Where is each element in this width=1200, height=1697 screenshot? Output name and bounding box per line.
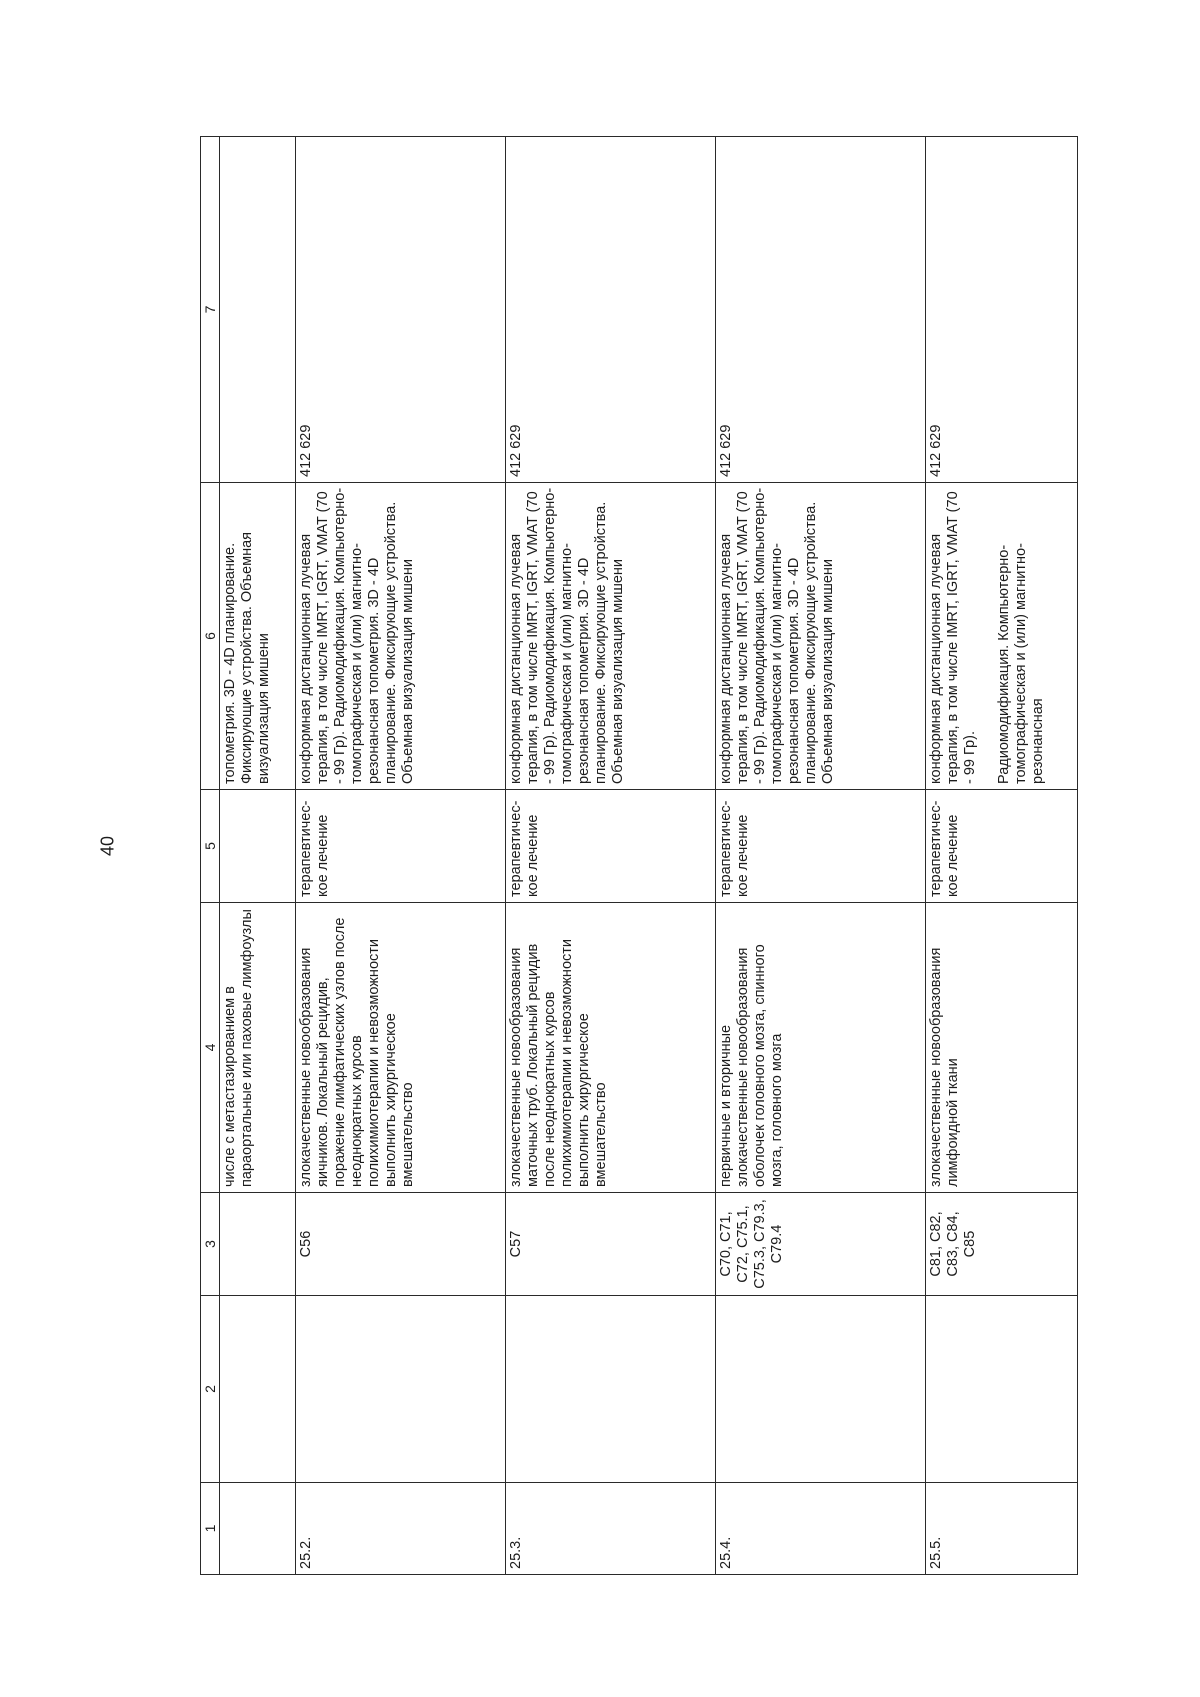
cost-cell: 412 629 bbox=[506, 137, 716, 483]
header-cell: 6 bbox=[201, 483, 220, 790]
treatment-method-cell bbox=[926, 483, 1078, 790]
profile-cell bbox=[296, 1296, 506, 1483]
table-row bbox=[220, 137, 296, 1575]
table-row bbox=[296, 137, 506, 1575]
profile-cell bbox=[716, 1296, 926, 1483]
treatment-method-cell: конформная дистанционная лучевая терапия, в том числе IMRT, IGRT, VMAT (70 - 99 Гр). Радиомодификация. Компьютерно-томографическая и (или) магнитно-резонансная топометрия. 3D - 4D планирование. Фиксирующие устройства. Объемная визуализация мишени bbox=[716, 483, 926, 790]
header-cell: 4 bbox=[201, 903, 220, 1193]
header-cell: 5 bbox=[201, 790, 220, 903]
icd-code-cell: C56 bbox=[296, 1193, 506, 1296]
icd-code-cell: C70, C71, C72, C75.1, C75.3, C79.3, C79.4 bbox=[716, 1193, 926, 1296]
diagnosis-cell: злокачественные новообразования яичников. Локальный рецидив, поражение лимфатических узлов после неоднократных курсов полихимиотерапии и невозможности выполнить хирургическое вмешательство bbox=[296, 903, 506, 1193]
table-row bbox=[716, 137, 926, 1575]
rotated-table-container bbox=[200, 137, 1076, 1575]
row-number: 25.2. bbox=[296, 1483, 506, 1575]
icd-code-cell bbox=[220, 1193, 296, 1296]
header-cell: 7 bbox=[201, 137, 220, 483]
treatment-type-cell: терапевтичес-кое лечение bbox=[926, 790, 1078, 903]
treatment-type-cell: терапевтичес-кое лечение bbox=[716, 790, 926, 903]
row-number: 25.5. bbox=[926, 1483, 1078, 1575]
profile-cell bbox=[220, 1296, 296, 1483]
treatment-method-part: Радиомодификация. Компьютерно-томографическая и (или) магнитно-резонансная bbox=[996, 543, 1046, 784]
header-cell: 2 bbox=[201, 1296, 220, 1483]
diagnosis-cell: первичные и вторичные злокачественные новообразования оболочек головного мозга, спинного мозга, головного мозга bbox=[716, 903, 926, 1193]
treatment-method-part: конформная дистанционная лучевая терапия, в том числе IMRT, IGRT, VMAT (70 - 99 Гр). bbox=[928, 491, 978, 784]
cost-cell: 412 629 bbox=[716, 137, 926, 483]
cost-cell bbox=[220, 137, 296, 483]
header-cell: 3 bbox=[201, 1193, 220, 1296]
treatment-method-cell: конформная дистанционная лучевая терапия, в том числе IMRT, IGRT, VMAT (70 - 99 Гр). Радиомодификация. Компьютерно-томографическая и (или) магнитно-резонансная топометрия. 3D - 4D планирование. Фиксирующие устройства. Объемная визуализация мишени bbox=[506, 483, 716, 790]
header-cell: 1 bbox=[201, 1483, 220, 1575]
diagnosis-cell: числе с метастазированием в параортальные или паховые лимфоузлы bbox=[220, 903, 296, 1193]
table-row bbox=[506, 137, 716, 1575]
row-number: 25.4. bbox=[716, 1483, 926, 1575]
treatment-table bbox=[200, 136, 1078, 1575]
row-number bbox=[220, 1483, 296, 1575]
paragraph-gap bbox=[979, 486, 996, 784]
row-number: 25.3. bbox=[506, 1483, 716, 1575]
icd-code-cell: C57 bbox=[506, 1193, 716, 1296]
diagnosis-cell: злокачественные новообразования лимфоидной ткани bbox=[926, 903, 1078, 1193]
treatment-method-cell: топометрия. 3D - 4D планирование. Фиксирующие устройства. Объемная визуализация мишени bbox=[220, 483, 296, 790]
profile-cell bbox=[926, 1296, 1078, 1483]
page-number: 40 bbox=[97, 835, 118, 857]
treatment-type-cell: терапевтичес-кое лечение bbox=[506, 790, 716, 903]
treatment-method-cell: конформная дистанционная лучевая терапия, в том числе IMRT, IGRT, VMAT (70 - 99 Гр). Радиомодификация. Компьютерно-томографическая и (или) магнитно-резонансная топометрия. 3D - 4D планирование. Фиксирующие устройства. Объемная визуализация мишени bbox=[296, 483, 506, 790]
treatment-type-cell: терапевтичес-кое лечение bbox=[296, 790, 506, 903]
icd-code-cell: C81, C82, C83, C84, C85 bbox=[926, 1193, 1078, 1296]
table-row bbox=[926, 137, 1078, 1575]
treatment-type-cell bbox=[220, 790, 296, 903]
cost-cell: 412 629 bbox=[296, 137, 506, 483]
table-header-row bbox=[201, 137, 220, 1575]
diagnosis-cell: злокачественные новообразования маточных труб. Локальный рецидив после неоднократных курсов полихимиотерапии и невозможности выполнить хирургическое вмешательство bbox=[506, 903, 716, 1193]
profile-cell bbox=[506, 1296, 716, 1483]
cost-cell: 412 629 bbox=[926, 137, 1078, 483]
